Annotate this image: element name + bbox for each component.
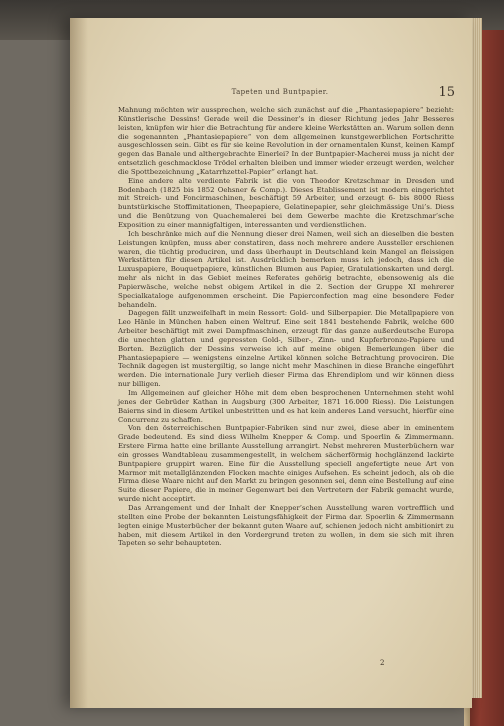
running-head-title: Tapeten und Buntpapier.	[231, 88, 329, 96]
running-head	[105, 85, 455, 102]
paragraph: Ich beschränke mich auf die Nennung dieser drei Namen, weil sich an dieselben die besten Leistungen knüpfen, muss aber constatiren, dass noch mehrere andere Aussteller erschienen waren, die tüchtig produciren, und dass überhaupt in Deutschland kein Mangel an fleissigen Werkstätten für diesen Artikel ist. Ausdrücklich bemerken muss ich jedoch, dass ich die Luxuspapiere, Bouquetpapiere, künstlichen Blumen aus Papier, Gratulationskarten und dergl. mehr als nicht in das Gebiet meines Referates gehörig betrachte, ebensowenig als die Papierwäsche, welche nebst obigem Artikel in die 2. Section der Gruppe XI mehrerer Specialkataloge aufgenommen erscheint. Die Papierconfection mag eine besondere Feder behandeln.	[118, 229, 454, 309]
paragraph: Eine andere alte verdiente Fabrik ist die von Theodor Kretzschmar in Dresden und Bodenbach (1825 bis 1852 Oehsner & Comp.). Dieses Etablissement ist modern eingerichtet mit Streich- und Foncirmaschinen, beschäftigt 59 Arbeiter, und erzeugt 6- bis 8000 Riess buntstürkische Stoffimitationen, Theepapiere, Gelatinepapier, sehr gleichmässige Uni’s. Diess und die Benützung von Quachemalerei bei dem Gewerbe machte die Kretzschmar’sche Exposition zu einer mannigfaltigen, interessanten und verdienstlichen.	[118, 176, 454, 229]
paragraph: Dagegen fällt unzweifelhaft in mein Ressort: Gold- und Silberpapier. Die Metallpapiere von Leo Hänle in München haben einen Weltruf. Eine seit 1841 bestehende Fabrik, welche 600 Arbeiter beschäftigt mit zwei Dampfmaschinen, erzeugt für das ganze außerdeutsche Europa die unechten glatten und gepressten Gold-, Silber-, Zinn- und Kupferbronze-Papiere und Borten. Bezüglich der Dessins verweise ich auf meine obigen Bemerkungen über die Phantasiepapiere — wenigstens einzelne Artikel können solche Betrachtung provociren. Die Technik dagegen ist mustergiltig, so lange nicht mehr Maschinen in diese Branche eingeführt werden. Die internationale Jury verlieh dieser Firma das Ehrendiplom und wir können diess nur billigen.	[118, 309, 454, 389]
paragraph: Mahnung möchten wir aussprechen, welche sich zunächst auf die „Phantasiepapiere“ bezieht: Künstlerische Dessins! Gerade weil die Dessiner’s in dieser Richtung jedes Jahr Besseres leisten, knüpfen wir hier die Betrachtung für andere kleine Werkstätten an. Warum sollen denn die sogenannten „Phantasiepapiere“ von dem allgemeinen kunstgewerblichen Fortschritte ausgeschlossen sein. Gibt es für sie keine Revolution in der ornamentalen Kunst, keinen Kampf gegen das Banale und althergebrachte Einerlei? In der Buntpapier-Macherei muss ja nicht der entsetzlich geschmacklose Trödel erhalten bleiben und immer wieder erzeugt werden, welcher die Spottbezeichnung „Katarrhzettel-Papier“ erlangt hat.	[118, 106, 454, 176]
printer-signature-mark: 2	[380, 659, 385, 667]
page-gutter-shadow	[70, 18, 88, 708]
body-text	[118, 106, 454, 548]
paragraph: Das Arrangement und der Inhalt der Knepper’schen Ausstellung waren vortrefflich und stellten eine Probe der bekannten Leistungsfähigkeit der Firma dar. Spoerlin & Zimmermann legten einige Musterbücher der bekannt guten Waare auf, schienen jedoch nicht ambitionirt zu haben, mit diesem Artikel in den Vordergrund treten zu wollen, in dem sie sich mit ihren Tapeten so sehr behaupteten.	[118, 503, 454, 548]
page-number: 15	[438, 85, 455, 100]
paragraph: Im Allgemeinen auf gleicher Höhe mit dem eben besprochenen Unternehmen steht wohl jenes der Gebrüder Kathan in Augsburg (300 Arbeiter, 1871 16.000 Riess). Die Leistungen Baierns sind in diesem Artikel unbestritten und es hat kein anderes Land versucht, hierfür eine Concurrenz zu schaffen.	[118, 389, 454, 424]
paragraph: Von den österreichischen Buntpapier-Fabriken sind nur zwei, diese aber in eminentem Grade bedeutend. Es sind diess Wilhelm Knepper & Comp. und Spoerlin & Zimmermann. Erstere Firma hatte eine brillante Ausstellung arrangirt. Nebst mehreren Musterbüchern war ein grosses Wandtableau zusammengestellt, in welchem sächerförmig hochglänzend lackirte Buntpapiere gruppirt waren. Eine für die Ausstellung speciell angefertigte neue Art von Marmor mit metallglänzenden Flocken machte einiges Aufsehen. Es scheint jedoch, als ob die Firma diese Waare nicht auf den Markt zu bringen gesonnen sei, denn eine Bestellung auf eine Suite dieser Papiere, die in meiner Gegenwart bei den Vertretern der Fabrik gemacht wurde, wurde nicht acceptirt.	[118, 424, 454, 504]
